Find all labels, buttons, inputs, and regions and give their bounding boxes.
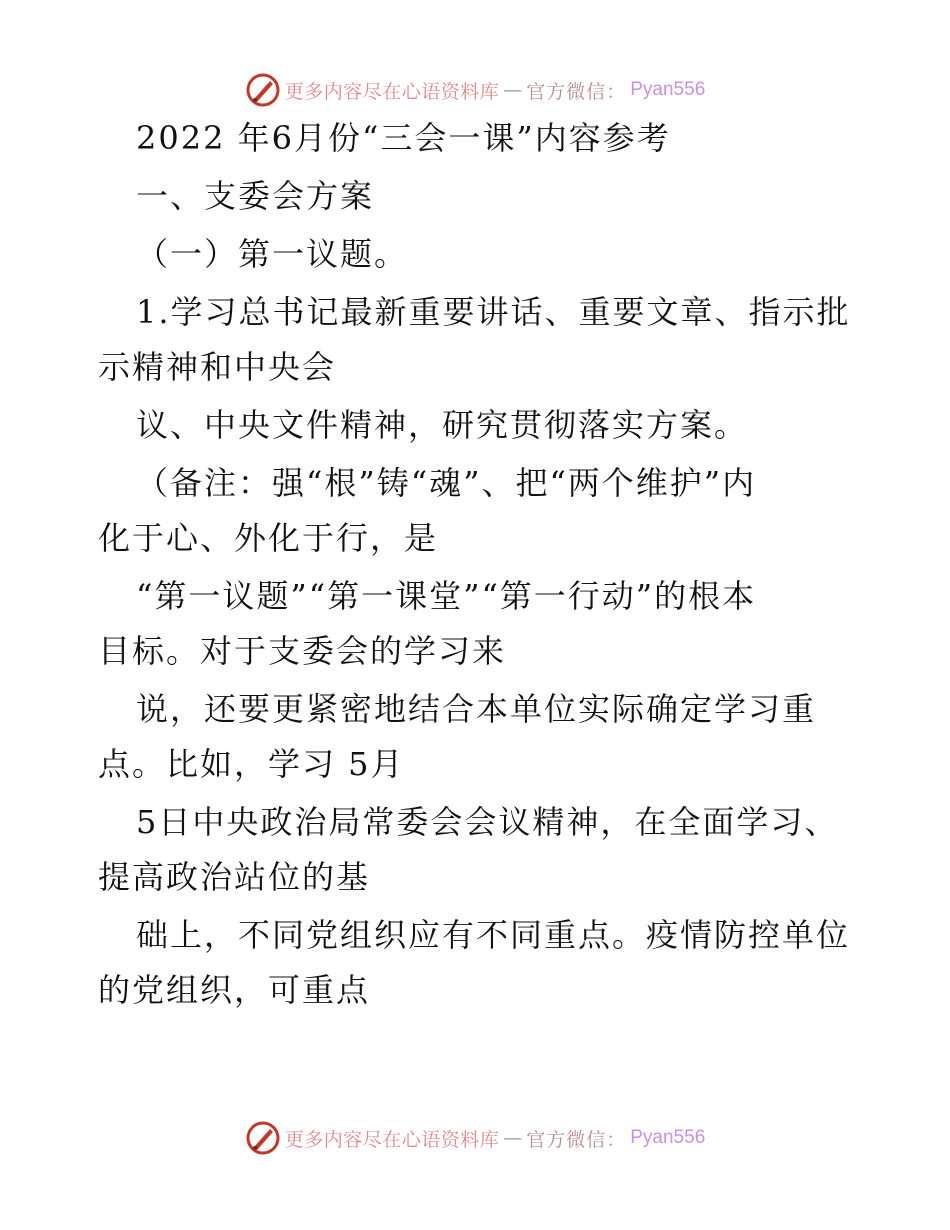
watermark-wechat-id: Pyan556 bbox=[630, 1127, 706, 1148]
paragraph-line: 5日中央政治局常委会会议精神，在全面学习、 bbox=[136, 803, 839, 841]
pen-circle-logo-icon bbox=[245, 1120, 281, 1156]
watermark-wechat-label: 官方微信： bbox=[526, 80, 627, 103]
document-body bbox=[98, 121, 858, 1007]
paragraph-line: 议、中央文件精神，研究贯彻落实方案。 bbox=[136, 406, 749, 444]
paragraph-line: 说，还要更紧密地结合本单位实际确定学习重 bbox=[136, 690, 817, 728]
subsection-heading: （一）第一议题。 bbox=[136, 235, 409, 273]
paragraph-line: 点。比如，学习 5月 bbox=[98, 745, 405, 783]
watermark-main-text: 更多内容尽在心语资料库 bbox=[284, 80, 500, 103]
paragraph-line: 础上，不同党组织应有不同重点。疫情防控单位 bbox=[136, 916, 851, 954]
paragraph-line: 目标。对于支委会的学习来 bbox=[98, 632, 507, 670]
paragraph-line: 示精神和中央会 bbox=[98, 348, 337, 386]
paragraph-line: “第一议题”“第一课堂”“第一行动”的根本 bbox=[136, 577, 757, 615]
watermark-separator: — bbox=[503, 79, 523, 101]
paragraph-line: 化于心、外化于行，是 bbox=[98, 519, 439, 557]
section-heading: 一、支委会方案 bbox=[136, 177, 375, 215]
paragraph-line: 提高政治站位的基 bbox=[98, 858, 371, 896]
paragraph-line: 1.学习总书记最新重要讲话、重要文章、指示批 bbox=[136, 293, 851, 331]
paragraph-line: （备注：强“根”铸“魂”、把“两个维护”内 bbox=[136, 464, 757, 502]
watermark-wechat-id: Pyan556 bbox=[630, 79, 706, 100]
pen-circle-logo-icon bbox=[245, 72, 281, 108]
watermark-main-text: 更多内容尽在心语资料库 bbox=[284, 1128, 500, 1151]
document-title: 2022 年6月份“三会一课”内容参考 bbox=[136, 119, 671, 157]
watermark-wechat-label: 官方微信： bbox=[526, 1128, 627, 1151]
paragraph-line: 的党组织，可重点 bbox=[98, 971, 371, 1009]
header-watermark bbox=[0, 70, 950, 110]
footer-watermark bbox=[0, 1118, 950, 1158]
watermark-separator: — bbox=[503, 1127, 523, 1149]
